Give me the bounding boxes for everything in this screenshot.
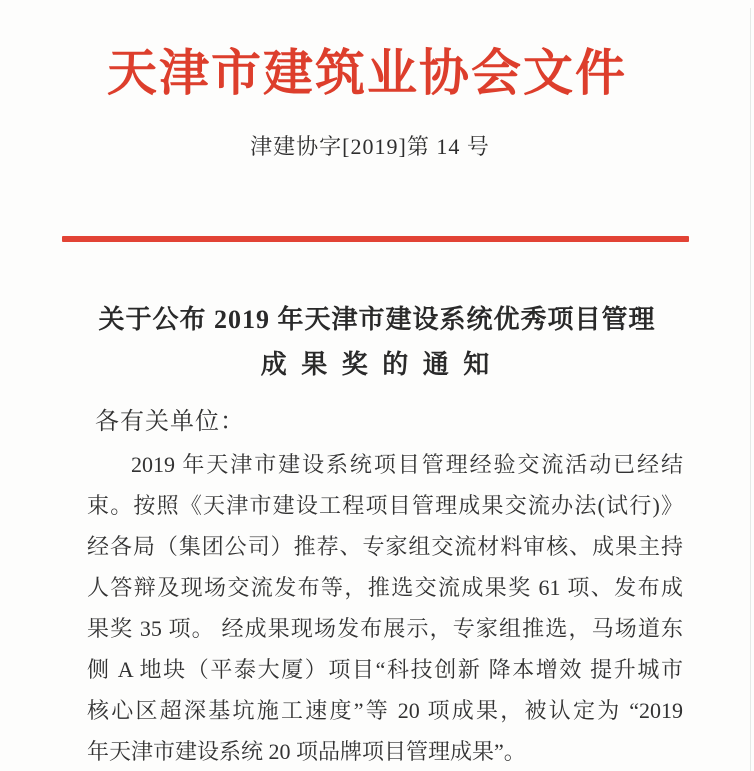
body-line: 侧 A 地块（平泰大厦）项目“科技创新 降本增效 提升城市 (87, 657, 683, 682)
body-line: 2019 年天津市建设系统项目管理经验交流活动已经结 (131, 452, 683, 477)
body-line: 核心区超深基坑施工速度”等 20 项成果，被认定为 “2019 (87, 698, 683, 723)
notice-title-line1: 关于公布 2019 年天津市建设系统优秀项目管理 (98, 305, 656, 334)
body-line: 年天津市建设系统 20 项品牌项目管理成果”。 (87, 739, 526, 764)
document-number: 津建协字[2019]第 14 号 (250, 134, 490, 159)
body-line: 束。按照《天津市建设工程项目管理成果交流办法(试行)》 (87, 493, 683, 518)
red-divider-line (62, 236, 689, 242)
agency-header-title: 天津市建筑业协会文件 (107, 45, 627, 101)
scan-edge-artifact (750, 8, 751, 771)
body-line: 果奖 35 项。 经成果现场发布展示，专家组推选，马场道东 (87, 616, 683, 641)
body-paragraph (87, 444, 683, 771)
body-line: 人答辩及现场交流发布等，推选交流成果奖 61 项、发布成 (87, 575, 683, 600)
notice-title-line2: 成 果 奖 的 通 知 (260, 350, 494, 379)
salutation: 各有关单位： (95, 409, 245, 435)
body-line: 经各局（集团公司）推荐、专家组交流材料审核、成果主持 (87, 534, 683, 559)
